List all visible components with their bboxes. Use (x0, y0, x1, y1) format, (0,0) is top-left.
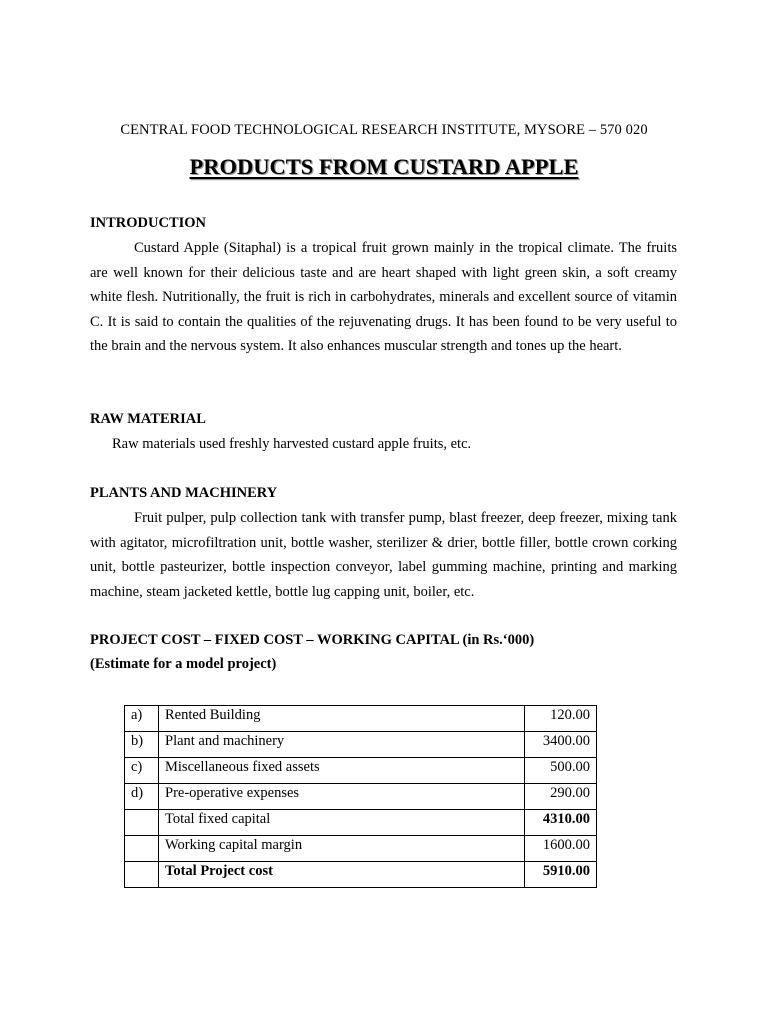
row-value: 4310.00 (525, 810, 597, 836)
project-cost-heading: PROJECT COST – FIXED COST – WORKING CAPITAL (in Rs.‘000) (90, 632, 535, 648)
row-item: Plant and machinery (159, 732, 525, 758)
row-label (125, 836, 159, 862)
project-cost-table (124, 705, 597, 888)
row-label (125, 862, 159, 888)
page-title: PRODUCTS FROM CUSTARD APPLE (189, 154, 579, 179)
plants-machinery-heading: PLANTS AND MACHINERY (90, 485, 278, 501)
raw-material-text: Raw materials used freshly harvested custard apple fruits, etc. (112, 436, 472, 452)
introduction-text: Custard Apple (Sitaphal) is a tropical fruit grown mainly in the tropical climate. The fruits are well known for their delicious taste and are heart shaped with light green skin, a soft creamy white flesh. Nutritionally, the fruit is rich in carbohydrates, minerals and excellent source of vitamin C. It is said to contain the qualities of the rejuvenating drugs. It has been found to be very useful to the brain and the nervous system. It also enhances muscular strength and tones up the heart. (90, 240, 677, 354)
row-item: Rented Building (159, 706, 525, 732)
table-row (125, 732, 597, 758)
row-value: 120.00 (525, 706, 597, 732)
table-row (125, 810, 597, 836)
row-value: 3400.00 (525, 732, 597, 758)
row-label: b) (125, 732, 159, 758)
project-cost-subheading: (Estimate for a model project) (90, 656, 277, 672)
table-row (125, 784, 597, 810)
row-value: 290.00 (525, 784, 597, 810)
row-item: Total Project cost (159, 862, 525, 888)
row-label: d) (125, 784, 159, 810)
table-row (125, 862, 597, 888)
row-item: Working capital margin (159, 836, 525, 862)
row-label: c) (125, 758, 159, 784)
row-item: Total fixed capital (159, 810, 525, 836)
institute-header: CENTRAL FOOD TECHNOLOGICAL RESEARCH INSTITUTE, MYSORE – 570 020 (120, 122, 648, 138)
row-value: 500.00 (525, 758, 597, 784)
introduction-heading: INTRODUCTION (90, 215, 207, 231)
plants-machinery-text: Fruit pulper, pulp collection tank with transfer pump, blast freezer, deep freezer, mixing tank with agitator, microfiltration unit, bottle washer, sterilizer & drier, bottle filler, bottle crown corking unit, bottle pasteurizer, bottle inspection conveyor, label gumming machine, printing and marking machine, steam jacketed kettle, bottle lug capping unit, boiler, etc. (90, 510, 677, 600)
raw-material-heading: RAW MATERIAL (90, 411, 206, 427)
table-row (125, 836, 597, 862)
row-value: 1600.00 (525, 836, 597, 862)
row-item: Miscellaneous fixed assets (159, 758, 525, 784)
table-row (125, 758, 597, 784)
table-row (125, 706, 597, 732)
row-value: 5910.00 (525, 862, 597, 888)
row-item: Pre-operative expenses (159, 784, 525, 810)
row-label: a) (125, 706, 159, 732)
row-label (125, 810, 159, 836)
